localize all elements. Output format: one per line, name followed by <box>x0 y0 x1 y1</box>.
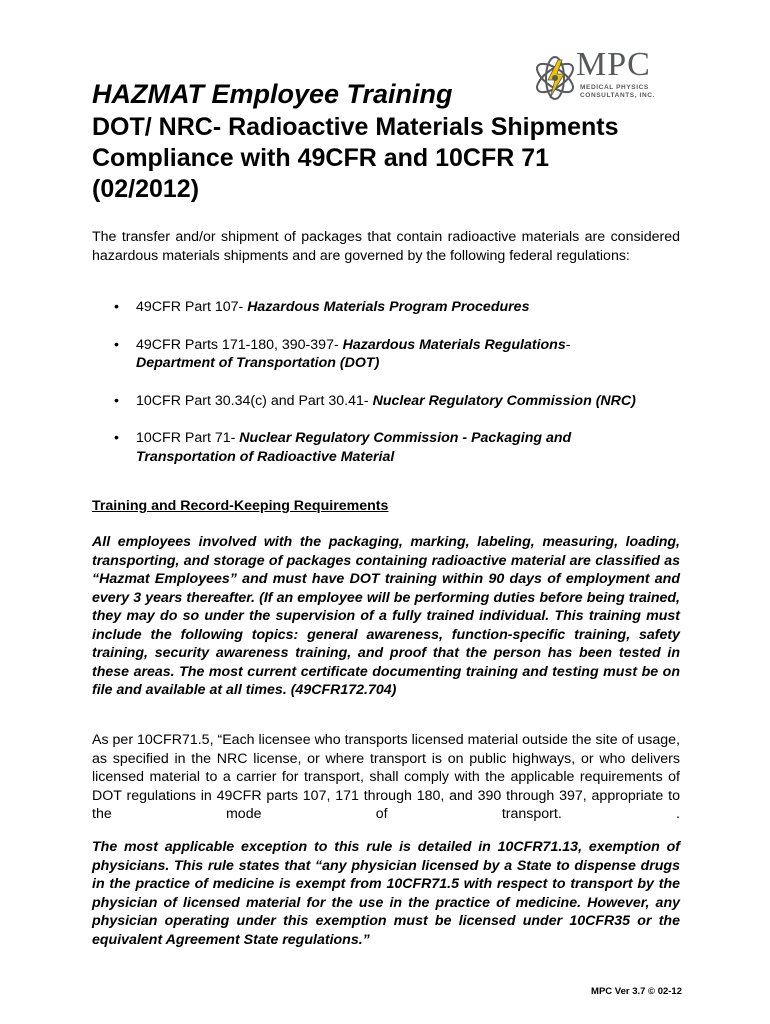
atom-icon <box>530 48 580 108</box>
bullet-icon: • <box>114 392 119 409</box>
list-item: • 10CFR Part 71- Nuclear Regulatory Commission - Packaging and Transportation of Radioactive Material <box>114 430 572 465</box>
bullet-icon: • <box>114 336 119 353</box>
regulation-paragraph: As per 10CFR71.5, “Each licensee who transports licensed material outside the site of usage, as specified in the NRC license, or where transport is on public highways, or who delivers licensed material to a carrier for transport, shall comply with the applicable requirements of DOT regulations in 49CFR parts 107, 171 through 180, and 390 through 397, appropriate to the mode of transport. . <box>92 732 680 822</box>
subtitle-line: DOT/ NRC- Radioactive Materials Shipments <box>92 113 619 141</box>
training-paragraph: All employees involved with the packaging, marking, labeling, measuring, loading, transporting, and storage of packages containing radioactive material are classified as “Hazmat Employees” and must have DOT training within 90 days of employment and every 3 years thereafter. (If an employee will be performing duties before being trained, they may do so under the supervision of a fully trained individual. This training must include the following topics: general awareness, function-specific training, safety training, security awareness training, and proof that the person has been tested in these areas. The most current certificate documenting training and testing must be on file and available at all times. (49CFR172.704) <box>92 534 680 698</box>
regulations-list <box>92 298 692 485</box>
document-subtitle <box>92 112 712 205</box>
subtitle-line: (02/2012) <box>92 175 200 203</box>
version-footer: MPC Ver 3.7 © 02-12 <box>591 986 682 997</box>
list-item: • 49CFR Parts 171-180, 390-397- Hazardous Materials Regulations- Department of Transportation (DOT) <box>114 336 571 371</box>
list-item: • 49CFR Part 107- Hazardous Materials Program Procedures <box>114 299 530 315</box>
list-item: • 10CFR Part 30.34(c) and Part 30.41- Nuclear Regulatory Commission (NRC) <box>114 392 636 409</box>
bullet-icon: • <box>114 299 119 315</box>
section-heading: Training and Record-Keeping Requirements <box>92 498 389 514</box>
exception-paragraph: The most applicable exception to this rule is detailed in 10CFR71.13, exemption of physicians. This rule states that “any physician licensed by a State to dispense drugs in the practice of medicine is exempt from 10CFR71.5 with respect to transport by the physician of licensed material for the use in the practice of medicine. However, any physician operating under this exemption must be licensed under 10CFR35 or the equivalent Agreement State regulations.” <box>92 839 680 948</box>
logo-subtitle-line2: CONSULTANTS, INC. <box>580 92 655 99</box>
subtitle-line: Compliance with 49CFR and 10CFR 71 <box>92 144 550 172</box>
logo-subtitle-line1: MEDICAL PHYSICS <box>580 84 649 91</box>
logo-wordmark: MPC <box>576 46 651 83</box>
intro-paragraph: The transfer and/or shipment of packages that contain radioactive materials are considered hazardous materials shipments and are governed by the following federal regulations: <box>92 229 680 264</box>
document-title: HAZMAT Employee Training <box>92 79 453 109</box>
bullet-icon: • <box>114 430 119 446</box>
mpc-logo <box>530 48 680 108</box>
